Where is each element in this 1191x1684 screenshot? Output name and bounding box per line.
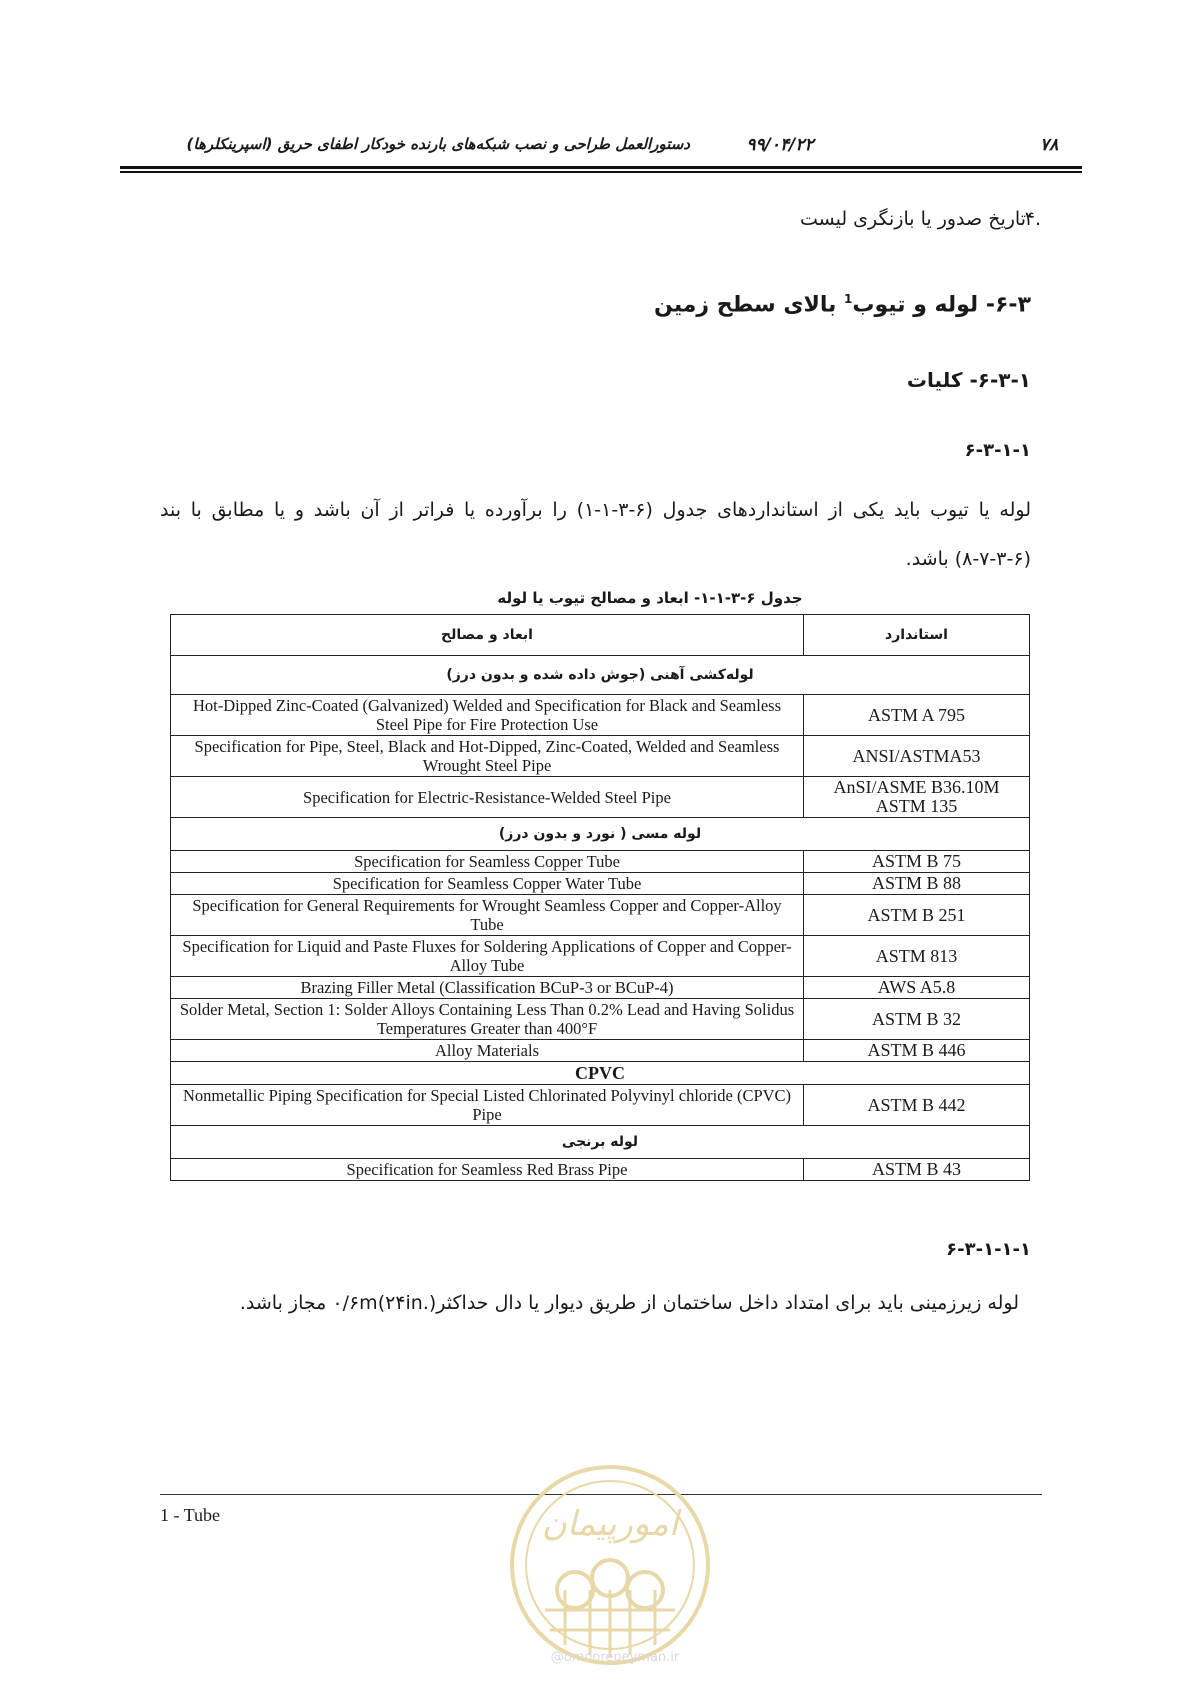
watermark-website: @omoorepeyman.ir [550, 1650, 680, 1665]
table-group-row [171, 818, 1030, 851]
clause-number-2: ۶-۳-۱-۱-۱ [946, 1239, 1031, 1260]
table-cell-material: Alloy Materials [171, 1040, 804, 1062]
table-cell-material: Solder Metal, Section 1: Solder Alloys Containing Less Than 0.2% Lead and Having Solidus Temperatures Greater than 400°F [171, 999, 804, 1040]
watermark-seal [505, 1460, 715, 1670]
table-cell-standard: ASTM B 446 [804, 1040, 1030, 1062]
table-cell-standard: ASTM A 795 [804, 695, 1030, 736]
table-group-row [171, 1126, 1030, 1159]
section-heading [654, 292, 1031, 317]
table-row [171, 977, 1030, 999]
table-cell-standard: ASTM B 88 [804, 873, 1030, 895]
table-row [171, 736, 1030, 777]
table-cell-standard: ASTM B 251 [804, 895, 1030, 936]
table-group-title: لوله‌کشی آهنی (جوش داده شده و بدون درز) [171, 656, 1030, 695]
table-row [171, 1085, 1030, 1126]
table-row [171, 777, 1030, 818]
svg-text:امورپیمان: امورپیمان [541, 1504, 679, 1544]
table-cell-material: Specification for Liquid and Paste Fluxes for Soldering Applications of Copper and Copper-Alloy Tube [171, 936, 804, 977]
table-group-row [171, 1062, 1030, 1085]
table-cell-material: Specification for Seamless Copper Tube [171, 851, 804, 873]
table-cell-material: Brazing Filler Metal (Classification BCuP-3 or BCuP-4) [171, 977, 804, 999]
table-cell-standard: AWS A5.8 [804, 977, 1030, 999]
list-item-number: .۴ [1024, 208, 1041, 230]
clause-text-2: لوله زیرزمینی باید برای امتداد داخل ساختمان از طریق دیوار یا دال حداکثر۰/۶m(۲۴in.) مجاز باشد. [239, 1292, 1019, 1314]
table-row [171, 851, 1030, 873]
footnote: 1 - Tube [160, 1505, 221, 1525]
table-group-row [171, 656, 1030, 695]
table-row [171, 695, 1030, 736]
table-group-title: لوله برنجی [171, 1126, 1030, 1159]
header-title: دستورالعمل طراحی و نصب شبکه‌های بارنده خودکار اطفای حریق (اسپرینکلرها) [186, 135, 690, 153]
table-cell-material: Specification for General Requirements for Wrought Seamless Copper and Copper-Alloy Tube [171, 895, 804, 936]
table-row [171, 873, 1030, 895]
header-rule-secondary [120, 171, 1082, 173]
section-heading-rest: بالای سطح زمین [654, 292, 845, 318]
subsection-heading: ۶-۳-۱- کلیات [906, 368, 1031, 392]
header-date: ۹۹/۰۴/۲۲ [746, 135, 814, 155]
list-item-text: تاریخ صدور یا بازنگری لیست [799, 208, 1026, 230]
table-group-title: لوله مسی ( نورد و بدون درز) [171, 818, 1030, 851]
table-row [171, 1159, 1030, 1181]
table-cell-material: Nonmetallic Piping Specification for Special Listed Chlorinated Polyvinyl chloride (CPVC) Pipe [171, 1085, 804, 1126]
page-number: ۷۸ [1040, 135, 1059, 155]
table-group-title: CPVC [171, 1062, 1030, 1085]
table-cell-standard: AnSI/ASME B36.10M ASTM 135 [804, 777, 1030, 818]
table-cell-standard: ANSI/ASTMA53 [804, 736, 1030, 777]
table-row [171, 999, 1030, 1040]
footnote-ref: 1 [844, 292, 853, 306]
header-rule [120, 166, 1082, 169]
table-row [171, 1040, 1030, 1062]
table-cell-standard: ASTM 813 [804, 936, 1030, 977]
table-cell-standard: ASTM B 442 [804, 1085, 1030, 1126]
table-row [171, 895, 1030, 936]
clause-number: ۶-۳-۱-۱ [964, 440, 1031, 461]
seal-icon [512, 1467, 708, 1663]
standards-table [170, 614, 1030, 1181]
table-cell-material: Specification for Seamless Copper Water Tube [171, 873, 804, 895]
clause-text: لوله یا تیوب باید یکی از استانداردهای جدول (۶-۳-۱-۱) را برآورده یا فراتر از آن باشد و یا مطابق با بند (۶-۳-۷-۸) باشد. [160, 499, 1031, 570]
section-heading-main: ۶-۳- لوله و تیوب [852, 292, 1031, 318]
table-caption: جدول ۶-۳-۱-۱- ابعاد و مصالح تیوب یا لوله [497, 589, 803, 607]
table-cell-material: Specification for Seamless Red Brass Pipe [171, 1159, 804, 1181]
table-cell-standard: ASTM B 43 [804, 1159, 1030, 1181]
table-row [171, 936, 1030, 977]
table-header-standard: استاندارد [804, 615, 1030, 656]
table-cell-material: Specification for Electric-Resistance-Welded Steel Pipe [171, 777, 804, 818]
table-cell-standard: ASTM B 32 [804, 999, 1030, 1040]
table-cell-standard: ASTM B 75 [804, 851, 1030, 873]
table-header-material: ابعاد و مصالح [171, 615, 804, 656]
table-cell-material: Hot-Dipped Zinc-Coated (Galvanized) Welded and Specification for Black and Seamless Steel Pipe for Fire Protection Use [171, 695, 804, 736]
table-cell-material: Specification for Pipe, Steel, Black and Hot-Dipped, Zinc-Coated, Welded and Seamless Wrought Steel Pipe [171, 736, 804, 777]
table-header-row [171, 615, 1030, 656]
